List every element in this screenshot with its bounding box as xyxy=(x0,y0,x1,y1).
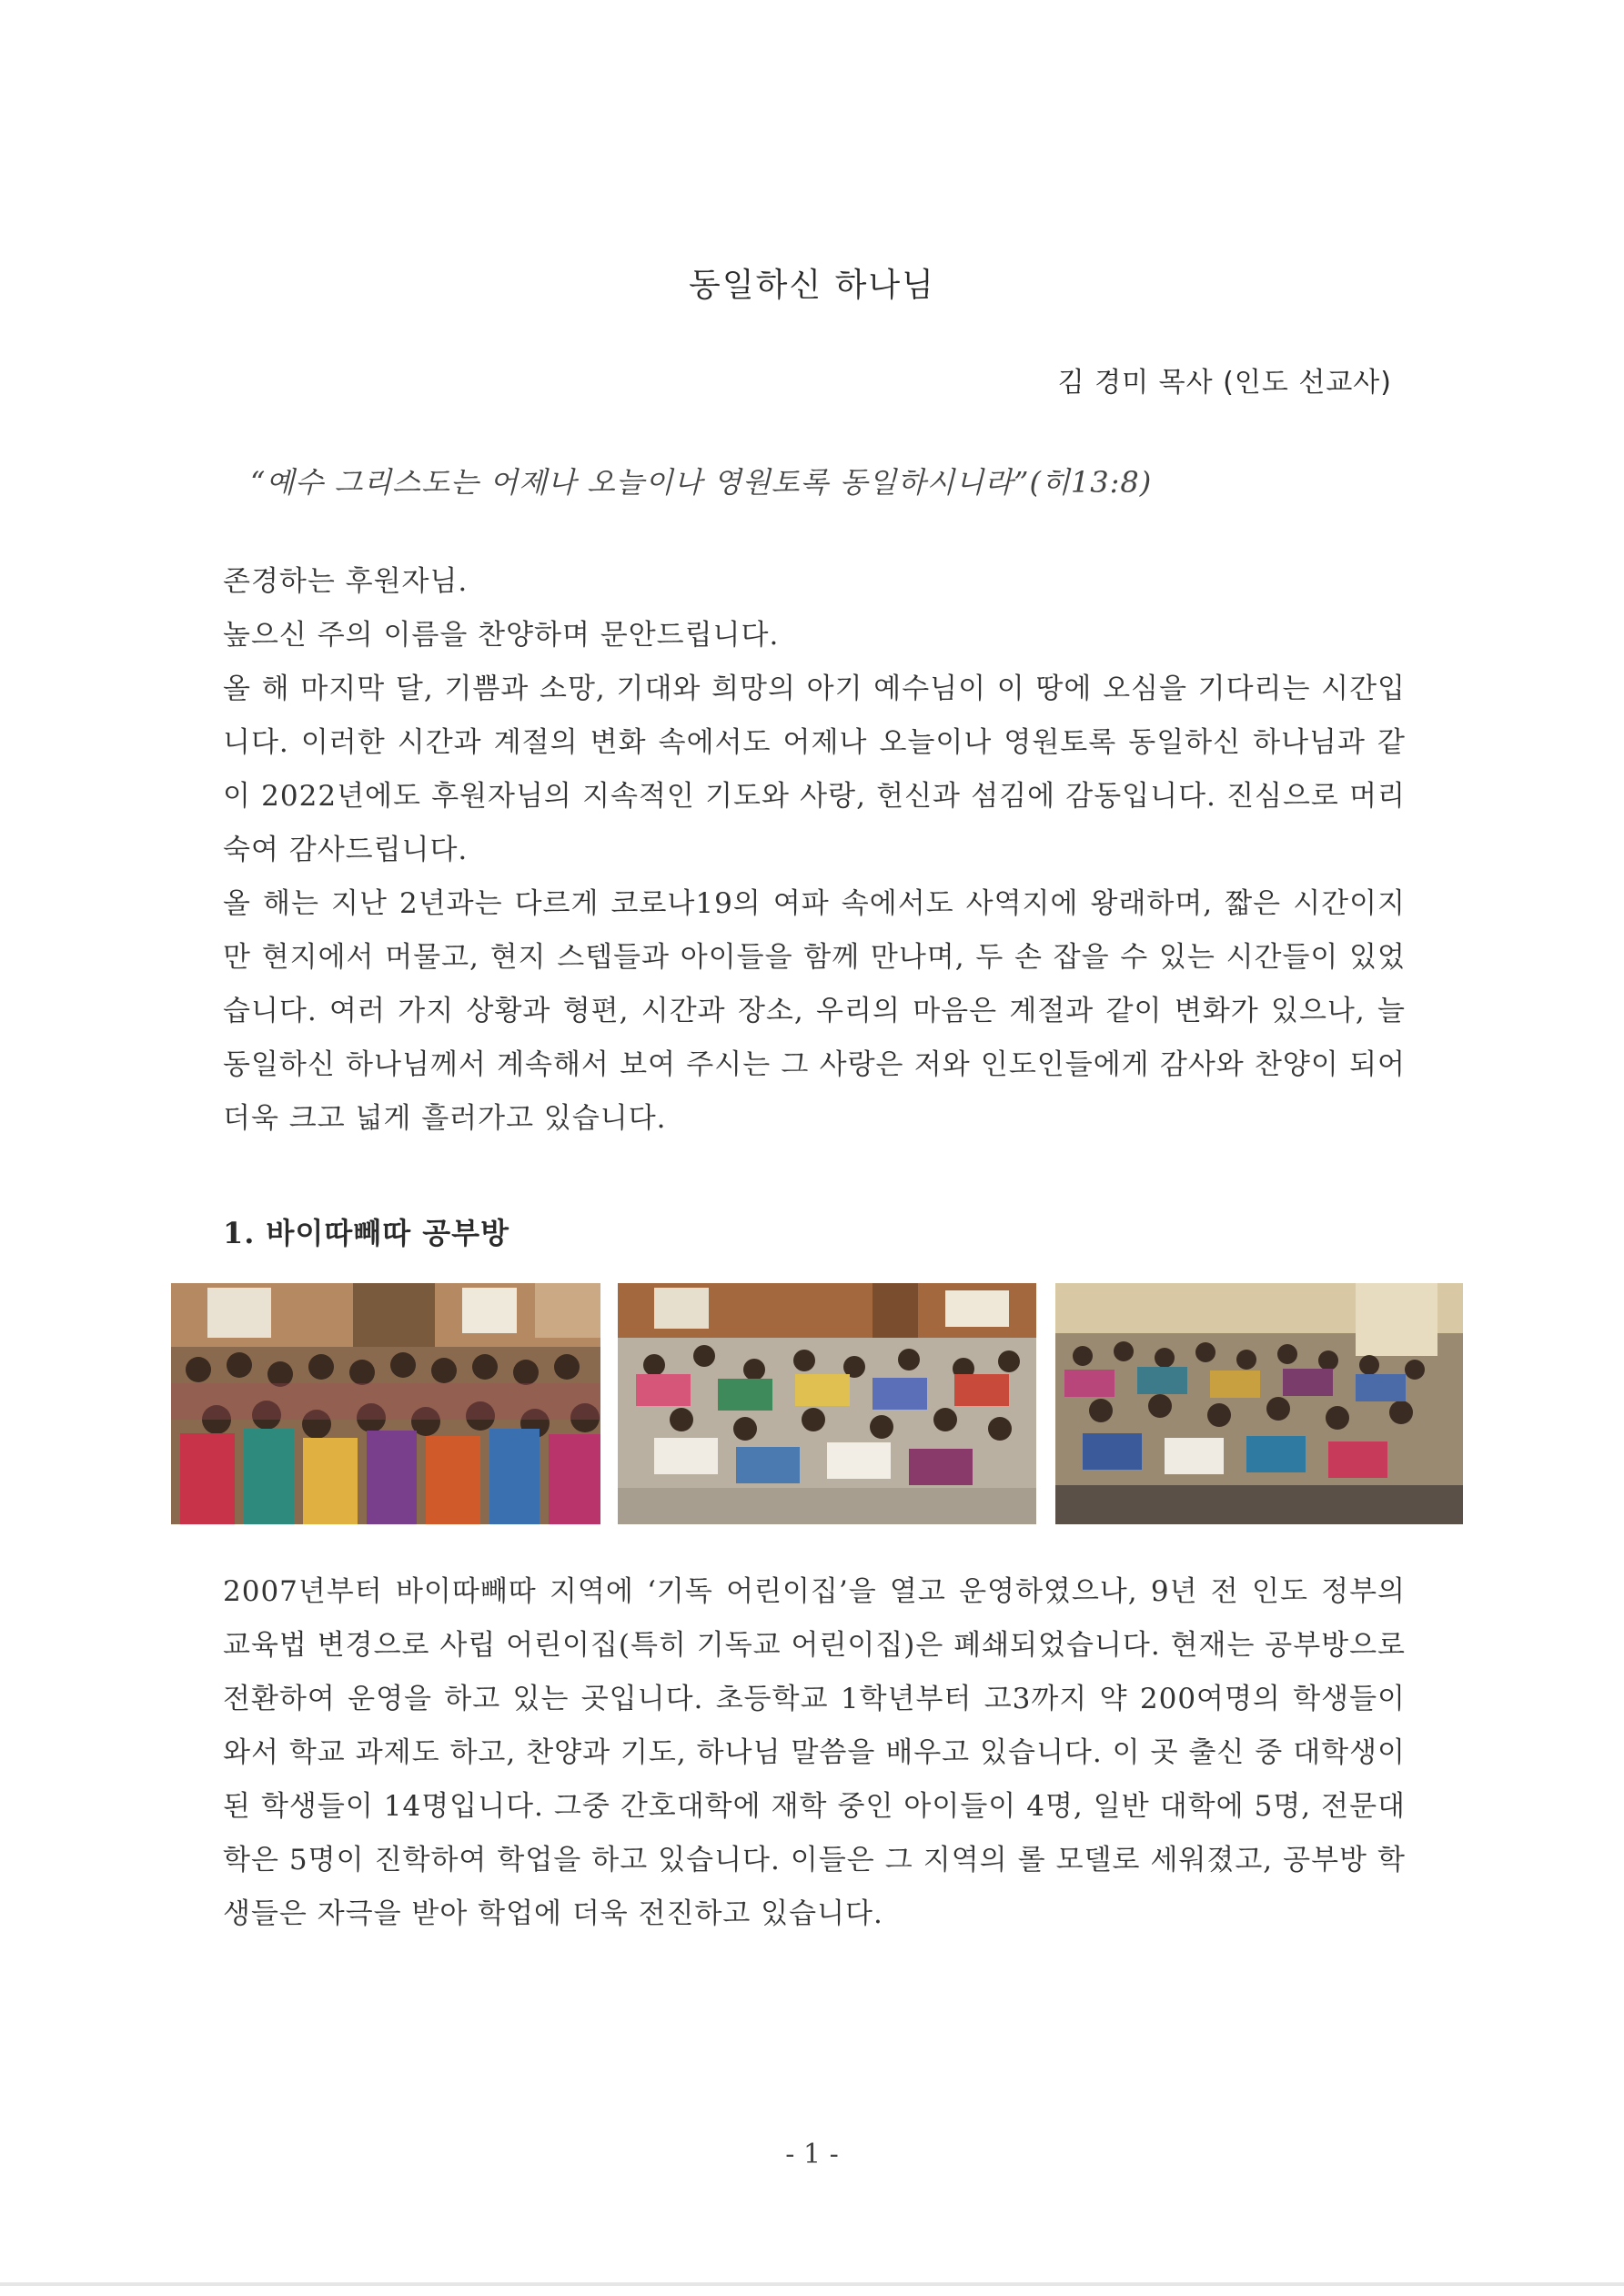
classroom-photo xyxy=(171,1283,600,1524)
intro-text xyxy=(223,555,1406,1146)
section-heading: 1. 바이따빼따 공부방 xyxy=(223,1216,509,1250)
bible-verse: “예수 그리스도는 어제나 오늘이나 영원토록 동일하시니라”(히13:8) xyxy=(250,465,1153,500)
document-title: 동일하신 하나님 xyxy=(689,267,935,304)
study-room-photo xyxy=(618,1283,1036,1524)
section-text xyxy=(223,1565,1406,1941)
students-photo xyxy=(1055,1283,1463,1524)
greeting: 존경하는 후원자님. xyxy=(223,565,469,598)
salutation: 높으신 주의 이름을 찬양하며 문안드립니다. xyxy=(223,619,780,652)
section-paragraph: 2007년부터 바이따빼따 지역에 ‘기독 어린이집’을 열고 운영하였으나, 9년 전 인도 정부의 교육법 변경으로 사립 어린이집(특히 기독교 어린이집)은 폐쇄되었습니다. 현재는 공부방으로 전환하여 운영을 하고 있는 곳입니다. 초등학교 1학년부터 고3까지 약 200여명의 학생들이 와서 학교 과제도 하고, 찬양과 기도, 하나님 말씀을 배우고 있습니다. 이 곳 출신 중 대학생이 된 학생들이 14명입니다. 그중 간호대학에 재학 중인 아이들이 4명, 일반 대학에 5명, 전문대학은 5명이 진학하여 학업을 하고 있습니다. 이들은 그 지역의 롤 모델로 세워졌고, 공부방 학생들은 자극을 받아 학업에 더욱 전진하고 있습니다. xyxy=(223,1575,1406,1930)
scan-edge xyxy=(0,2282,1624,2286)
intro-paragraph: 올 해 마지막 달, 기쁨과 소망, 기대와 희망의 아기 예수님이 이 땅에 오심을 기다리는 시간입니다. 이러한 시간과 계절의 변화 속에서도 어제나 오늘이나 영원토록 동일하신 하나님과 같이 2022년에도 후원자님의 지속적인 기도와 사랑, 헌신과 섬김에 감동입니다. 진심으로 머리 숙여 감사드립니다. xyxy=(223,673,1406,866)
photo-strip xyxy=(171,1283,1463,1524)
page-number: - 1 - xyxy=(785,2139,839,2170)
author-line: 김 경미 목사 (인도 선교사) xyxy=(1057,367,1392,399)
intro-paragraph: 올 해는 지난 2년과는 다르게 코로나19의 여파 속에서도 사역지에 왕래하며, 짧은 시간이지만 현지에서 머물고, 현지 스텝들과 아이들을 함께 만나며, 두 손 잡을 수 있는 시간들이 있었습니다. 여러 가지 상황과 형편, 시간과 장소, 우리의 마음은 계절과 같이 변화가 있으나, 늘 동일하신 하나님께서 계속해서 보여 주시는 그 사랑은 저와 인도인들에게 감사와 찬양이 되어 더욱 크고 넓게 흘러가고 있습니다. xyxy=(223,887,1406,1135)
